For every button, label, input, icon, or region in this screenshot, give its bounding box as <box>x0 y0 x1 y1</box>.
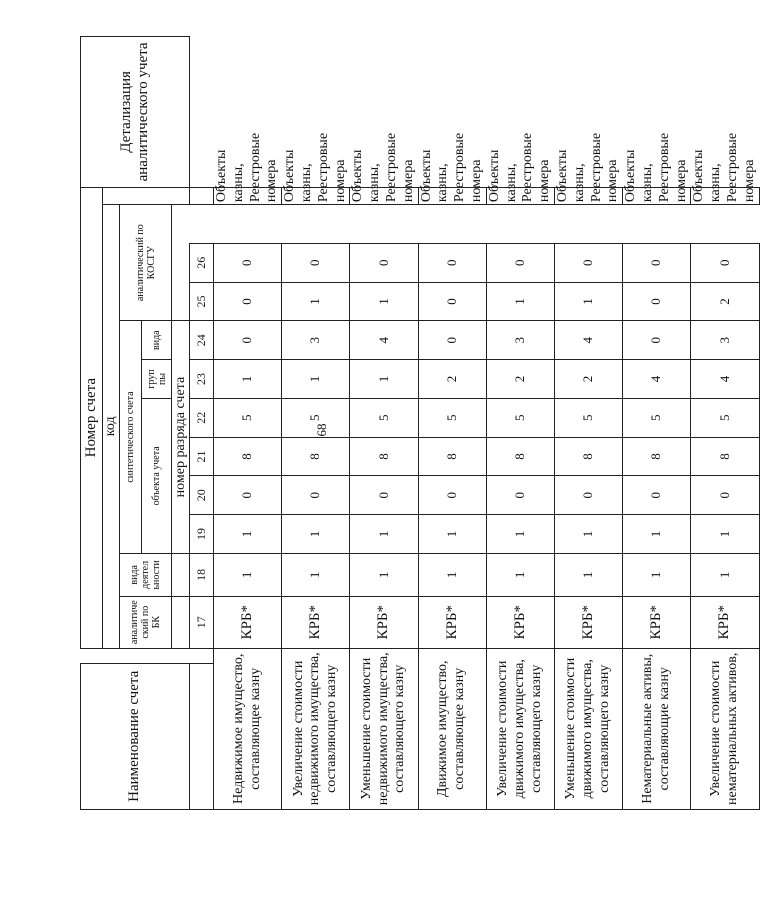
digit-23: 23 <box>190 360 214 399</box>
digit-value-cell: 0 <box>623 321 691 360</box>
row-spacer-cell <box>282 205 350 244</box>
digit-value-cell: 1 <box>555 282 623 321</box>
header-blank-activity <box>172 553 190 596</box>
digit-22: 22 <box>190 398 214 437</box>
table-row <box>623 37 691 810</box>
digit-value-cell: 0 <box>214 282 282 321</box>
digit-value-cell: 0 <box>282 243 350 282</box>
account-name-cell: Увеличение стоимости нематериальных активов, <box>691 648 759 809</box>
digit-row-blank-spacer <box>190 648 214 663</box>
header-analytic-kosgu: аналитический по КОСГУ <box>120 205 172 321</box>
header-analytic-bk: аналитиче ский по БК <box>120 596 172 648</box>
digit-value-cell: 5 <box>282 398 350 437</box>
row-spacer-cell <box>214 205 282 244</box>
digit-value-cell: 1 <box>214 360 282 399</box>
digit-value-cell: 0 <box>282 476 350 515</box>
digit-value-cell: 1 <box>691 515 759 554</box>
account-name-cell: Уменьшение стоимости недвижимого имущества, составляющего казну <box>350 648 418 809</box>
row-spacer-cell <box>555 205 623 244</box>
table-row <box>350 37 418 810</box>
digit-value-cell: 0 <box>486 476 554 515</box>
digit-20: 20 <box>190 476 214 515</box>
digit-value-cell: 4 <box>623 360 691 399</box>
table-row <box>691 37 759 810</box>
header-account-name: Наименование счета <box>81 663 190 809</box>
account-name-cell: Недвижимое имущество, составляющее казну <box>214 648 282 809</box>
digit-value-cell: 0 <box>623 476 691 515</box>
digit-18: 18 <box>190 553 214 596</box>
digit-value-cell: 0 <box>555 476 623 515</box>
digit-value-cell: 1 <box>486 282 554 321</box>
digit-24: 24 <box>190 321 214 360</box>
digit-value-cell: 2 <box>691 282 759 321</box>
digit-value-cell: 4 <box>555 321 623 360</box>
digit-value-cell: 0 <box>418 243 486 282</box>
row-spacer-cell <box>350 205 418 244</box>
digit-value-cell: 1 <box>282 515 350 554</box>
chart-of-accounts-table <box>80 36 760 810</box>
digit-value-cell: 1 <box>418 515 486 554</box>
digit-value-cell: 1 <box>691 553 759 596</box>
rotated-table-container <box>80 36 757 810</box>
digit-value-cell: 0 <box>691 243 759 282</box>
detail-cell: Объекты казны, Реестровые номера <box>418 187 486 204</box>
digit-value-cell: 5 <box>418 398 486 437</box>
digit-value-cell: 0 <box>418 476 486 515</box>
digit-value-cell: 1 <box>282 553 350 596</box>
digit-value-cell: 0 <box>350 243 418 282</box>
table-row <box>418 37 486 810</box>
header-accounting-object: объекта учета <box>142 398 172 553</box>
digit-value-cell: 1 <box>555 515 623 554</box>
digit-value-cell: 5 <box>486 398 554 437</box>
header-kind: вида <box>142 321 172 360</box>
digit-value-cell: 1 <box>555 553 623 596</box>
page-number: 68 <box>314 423 329 437</box>
header-blank-bk <box>172 596 190 648</box>
detail-cell: Объекты казны, Реестровые номера <box>486 187 554 204</box>
digit-value-cell: 1 <box>350 282 418 321</box>
digit-value-cell: 0 <box>418 282 486 321</box>
account-name-cell: Движимое имущество, составляющее казну <box>418 648 486 809</box>
detail-cell: Объекты казны, Реестровые номера <box>555 187 623 204</box>
digit-value-cell: 3 <box>691 321 759 360</box>
digit-value-cell: 1 <box>214 515 282 554</box>
header-spacer-left <box>81 648 190 663</box>
table-body <box>214 37 760 810</box>
digit-26: 26 <box>190 243 214 282</box>
header-digit-number: номер разряда счета <box>172 321 190 554</box>
digit-value-cell: 0 <box>691 476 759 515</box>
digit-value-cell: 1 <box>486 553 554 596</box>
digit-value-cell: 5 <box>691 398 759 437</box>
digit-value-cell: 8 <box>623 437 691 476</box>
digit-value-cell: 8 <box>214 437 282 476</box>
digit-value-cell: 1 <box>418 553 486 596</box>
digit-value-cell: 0 <box>214 321 282 360</box>
digit-19: 19 <box>190 515 214 554</box>
digit-value-cell: 5 <box>623 398 691 437</box>
digit-value-cell: 0 <box>623 282 691 321</box>
account-name-cell: Уменьшение стоимости движимого имущества, составляющего казну <box>555 648 623 809</box>
digit-25: 25 <box>190 282 214 321</box>
account-name-cell: Увеличение стоимости движимого имущества, составляющего казну <box>486 648 554 809</box>
digit-value-cell: 3 <box>282 321 350 360</box>
row-spacer-cell <box>623 205 691 244</box>
analytic-bk-cell: КРБ* <box>623 596 691 648</box>
detail-cell: Объекты казны, Реестровые номера <box>350 187 418 204</box>
digit-value-cell: 5 <box>350 398 418 437</box>
analytic-bk-cell: КРБ* <box>282 596 350 648</box>
analytic-bk-cell: КРБ* <box>350 596 418 648</box>
account-name-cell: Нематериальные активы, составляющие казну <box>623 648 691 809</box>
digit-17: 17 <box>190 596 214 648</box>
digit-value-cell: 8 <box>486 437 554 476</box>
digit-value-cell: 2 <box>555 360 623 399</box>
analytic-bk-cell: КРБ* <box>418 596 486 648</box>
digit-value-cell: 1 <box>623 553 691 596</box>
digit-value-cell: 0 <box>214 476 282 515</box>
analytic-bk-cell: КРБ* <box>555 596 623 648</box>
digit-value-cell: 0 <box>623 243 691 282</box>
digit-value-cell: 8 <box>555 437 623 476</box>
analytic-bk-cell: КРБ* <box>691 596 759 648</box>
digit-21: 21 <box>190 437 214 476</box>
digit-value-cell: 1 <box>350 360 418 399</box>
digit-row-blank-detail <box>190 187 214 204</box>
digit-row-blank-name <box>190 663 214 809</box>
digit-value-cell: 2 <box>418 360 486 399</box>
row-spacer-cell <box>691 205 759 244</box>
detail-cell: Объекты казны, Реестровые номера <box>623 187 691 204</box>
digit-value-cell: 1 <box>214 553 282 596</box>
digit-value-cell: 0 <box>350 476 418 515</box>
account-name-cell: Увеличение стоимости недвижимого имущества, составляющего казну <box>282 648 350 809</box>
header-detail: Детализация аналитического учета <box>81 37 190 188</box>
digit-value-cell: 5 <box>214 398 282 437</box>
table-row <box>282 37 350 810</box>
digit-value-cell: 5 <box>555 398 623 437</box>
digit-value-cell: 3 <box>486 321 554 360</box>
digit-value-cell: 1 <box>350 553 418 596</box>
digit-value-cell: 1 <box>623 515 691 554</box>
digit-value-cell: 4 <box>691 360 759 399</box>
header-account-number: Номер счета <box>81 187 103 648</box>
digit-value-cell: 8 <box>691 437 759 476</box>
digit-value-cell: 1 <box>486 515 554 554</box>
analytic-bk-cell: КРБ* <box>214 596 282 648</box>
header-group: груп пы <box>142 360 172 399</box>
detail-cell: Объекты казны, Реестровые номера <box>214 187 282 204</box>
row-spacer-cell <box>418 205 486 244</box>
table-row <box>486 37 554 810</box>
digit-value-cell: 1 <box>282 282 350 321</box>
header-spacer-right <box>103 187 190 204</box>
digit-value-cell: 1 <box>282 360 350 399</box>
digit-value-cell: 8 <box>418 437 486 476</box>
analytic-bk-cell: КРБ* <box>486 596 554 648</box>
digit-value-cell: 0 <box>555 243 623 282</box>
digit-value-cell: 0 <box>486 243 554 282</box>
header-synthetic: синтетического счета <box>120 321 142 554</box>
table-row <box>214 37 282 810</box>
header-code: код <box>103 205 120 648</box>
digit-value-cell: 2 <box>486 360 554 399</box>
digit-value-cell: 1 <box>350 515 418 554</box>
digit-value-cell: 4 <box>350 321 418 360</box>
header-blank-kosgu <box>172 205 190 321</box>
digit-value-cell: 8 <box>350 437 418 476</box>
digit-value-cell: 0 <box>418 321 486 360</box>
detail-cell: Объекты казны, Реестровые номера <box>691 187 759 204</box>
row-spacer-cell <box>486 205 554 244</box>
digit-row-blank-right <box>190 205 214 244</box>
digit-value-cell: 8 <box>282 437 350 476</box>
detail-cell: Объекты казны, Реестровые номера <box>282 187 350 204</box>
digit-value-cell: 0 <box>214 243 282 282</box>
header-activity-type: вида деятел ьности <box>120 553 172 596</box>
table-row <box>555 37 623 810</box>
